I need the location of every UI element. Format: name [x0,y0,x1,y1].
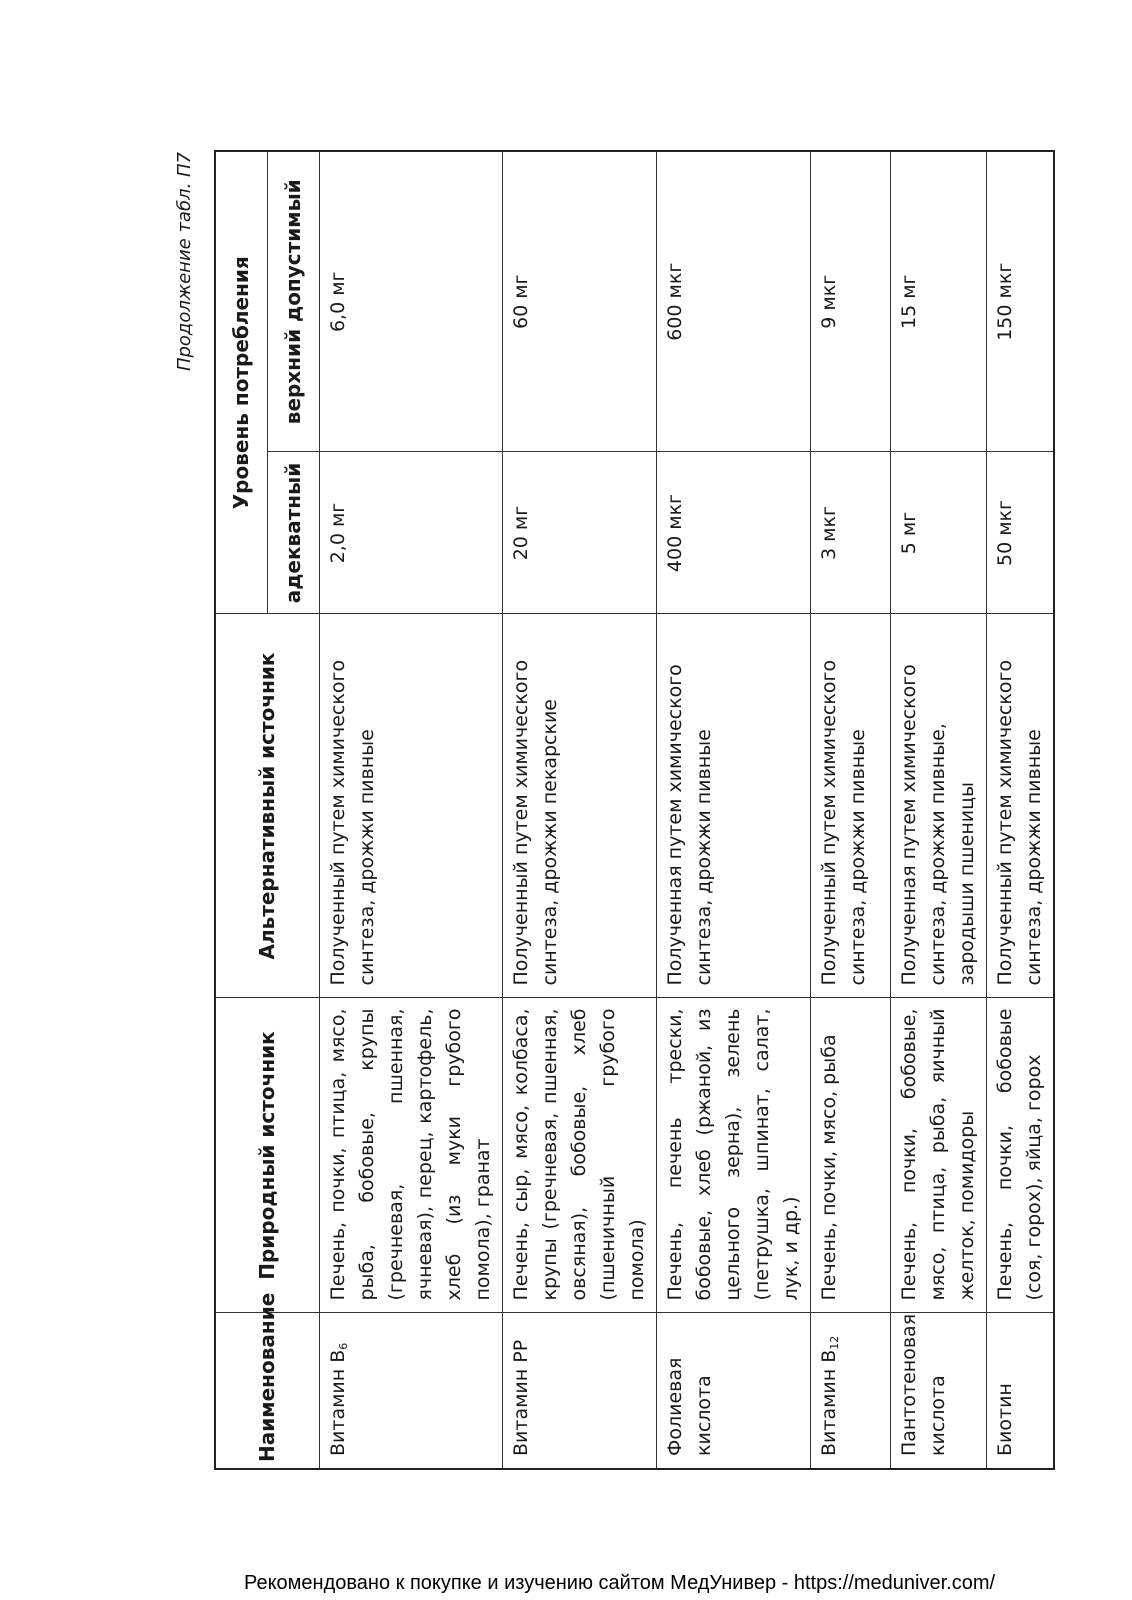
cell-adequate: 3 мкг [810,452,890,614]
cell-alternative-source: Полученный путем химического синтеза, дрожжи пивные [319,614,502,998]
cell-adequate: 5 мг [890,452,986,614]
cell-adequate: 50 мкг [986,452,1054,614]
vitamin-name: Биотин [993,1383,1016,1456]
cell-upper: 15 мг [890,151,986,452]
vitamin-subscript: 6 [336,1342,350,1350]
cell-name [319,1313,502,1469]
table-caption: Продолжение табл. П7 [174,152,195,372]
cell-natural-source: Печень, почки, бобовые (соя, горох), яйца, горох [986,998,1054,1313]
cell-natural-source: Печень, сыр, мясо, колбаса, крупы (гречневая, пшенная, овсяная), бобовые, хлеб (пшеничный грубого помола) [502,998,656,1313]
cell-alternative-source: Полученный путем химического синтеза, дрожжи пивные [986,614,1054,998]
header-natural-source: Природный источник [215,998,319,1313]
cell-alternative-source: Полученный путем химического синтеза, дрожжи пекарские [502,614,656,998]
cell-natural-source: Печень, почки, бобовые, мясо, птица, рыба, яичный желток, помидоры [890,998,986,1313]
cell-upper: 6,0 мг [319,151,502,452]
cell-name [890,1313,986,1469]
cell-alternative-source: Полученная путем химического синтеза, дрожжи пивные, зародыши пшеницы [890,614,986,998]
cell-name [810,1313,890,1469]
cell-natural-source: Печень, печень трески, бобовые, хлеб (ржаной, из цельного зерна), зелень (петрушка, шпинат, салат, лук, и др.) [656,998,810,1313]
rotated-page [172,150,1045,1470]
table-body [319,151,1054,1469]
vitamin-name: Витамин PP [509,1339,532,1456]
vitamin-name: Витамин B [817,1349,840,1456]
vitamin-name: Фолиевая кислота [663,1357,715,1456]
cell-upper: 9 мкг [810,151,890,452]
header-upper: верхний допустимый [267,151,319,452]
cell-adequate: 20 мг [502,452,656,614]
cell-adequate: 400 мкг [656,452,810,614]
footer-text: Рекомендовано к покупке и изучению сайтом МедУнивер - https://meduniver.com/ [244,1572,996,1594]
cell-name [656,1313,810,1469]
table-row [319,151,502,1469]
cell-alternative-source: Полученный путем химического синтеза, дрожжи пивные [810,614,890,998]
cell-adequate: 2,0 мг [319,452,502,614]
cell-natural-source: Печень, почки, мясо, рыба [810,998,890,1313]
table-row [502,151,656,1469]
cell-upper: 600 мкг [656,151,810,452]
vitamin-subscript: 12 [827,1335,841,1350]
vitamin-name: Витамин B [326,1349,349,1456]
header-alternative-source: Альтернативный источник [215,614,319,998]
table-row [810,151,890,1469]
cell-upper: 150 мкг [986,151,1054,452]
table-row [656,151,810,1469]
header-name: Наименование [215,1313,319,1469]
cell-name [986,1313,1054,1469]
nutrient-table [214,150,1055,1470]
header-adequate: адекватный [267,452,319,614]
table-row [890,151,986,1469]
cell-natural-source: Печень, почки, птица, мясо, рыба, бобовые, крупы (гречневая, пшенная, ячневая), перец, картофель, хлеб (из муки грубого помола), гранат [319,998,502,1313]
cell-upper: 60 мг [502,151,656,452]
vitamin-name: Пантотеновая кислота [897,1313,949,1456]
cell-name [502,1313,656,1469]
table-row [986,151,1054,1469]
header-consumption-level: Уровень потребления [215,151,267,614]
cell-alternative-source: Полученная путем химического синтеза, дрожжи пивные [656,614,810,998]
